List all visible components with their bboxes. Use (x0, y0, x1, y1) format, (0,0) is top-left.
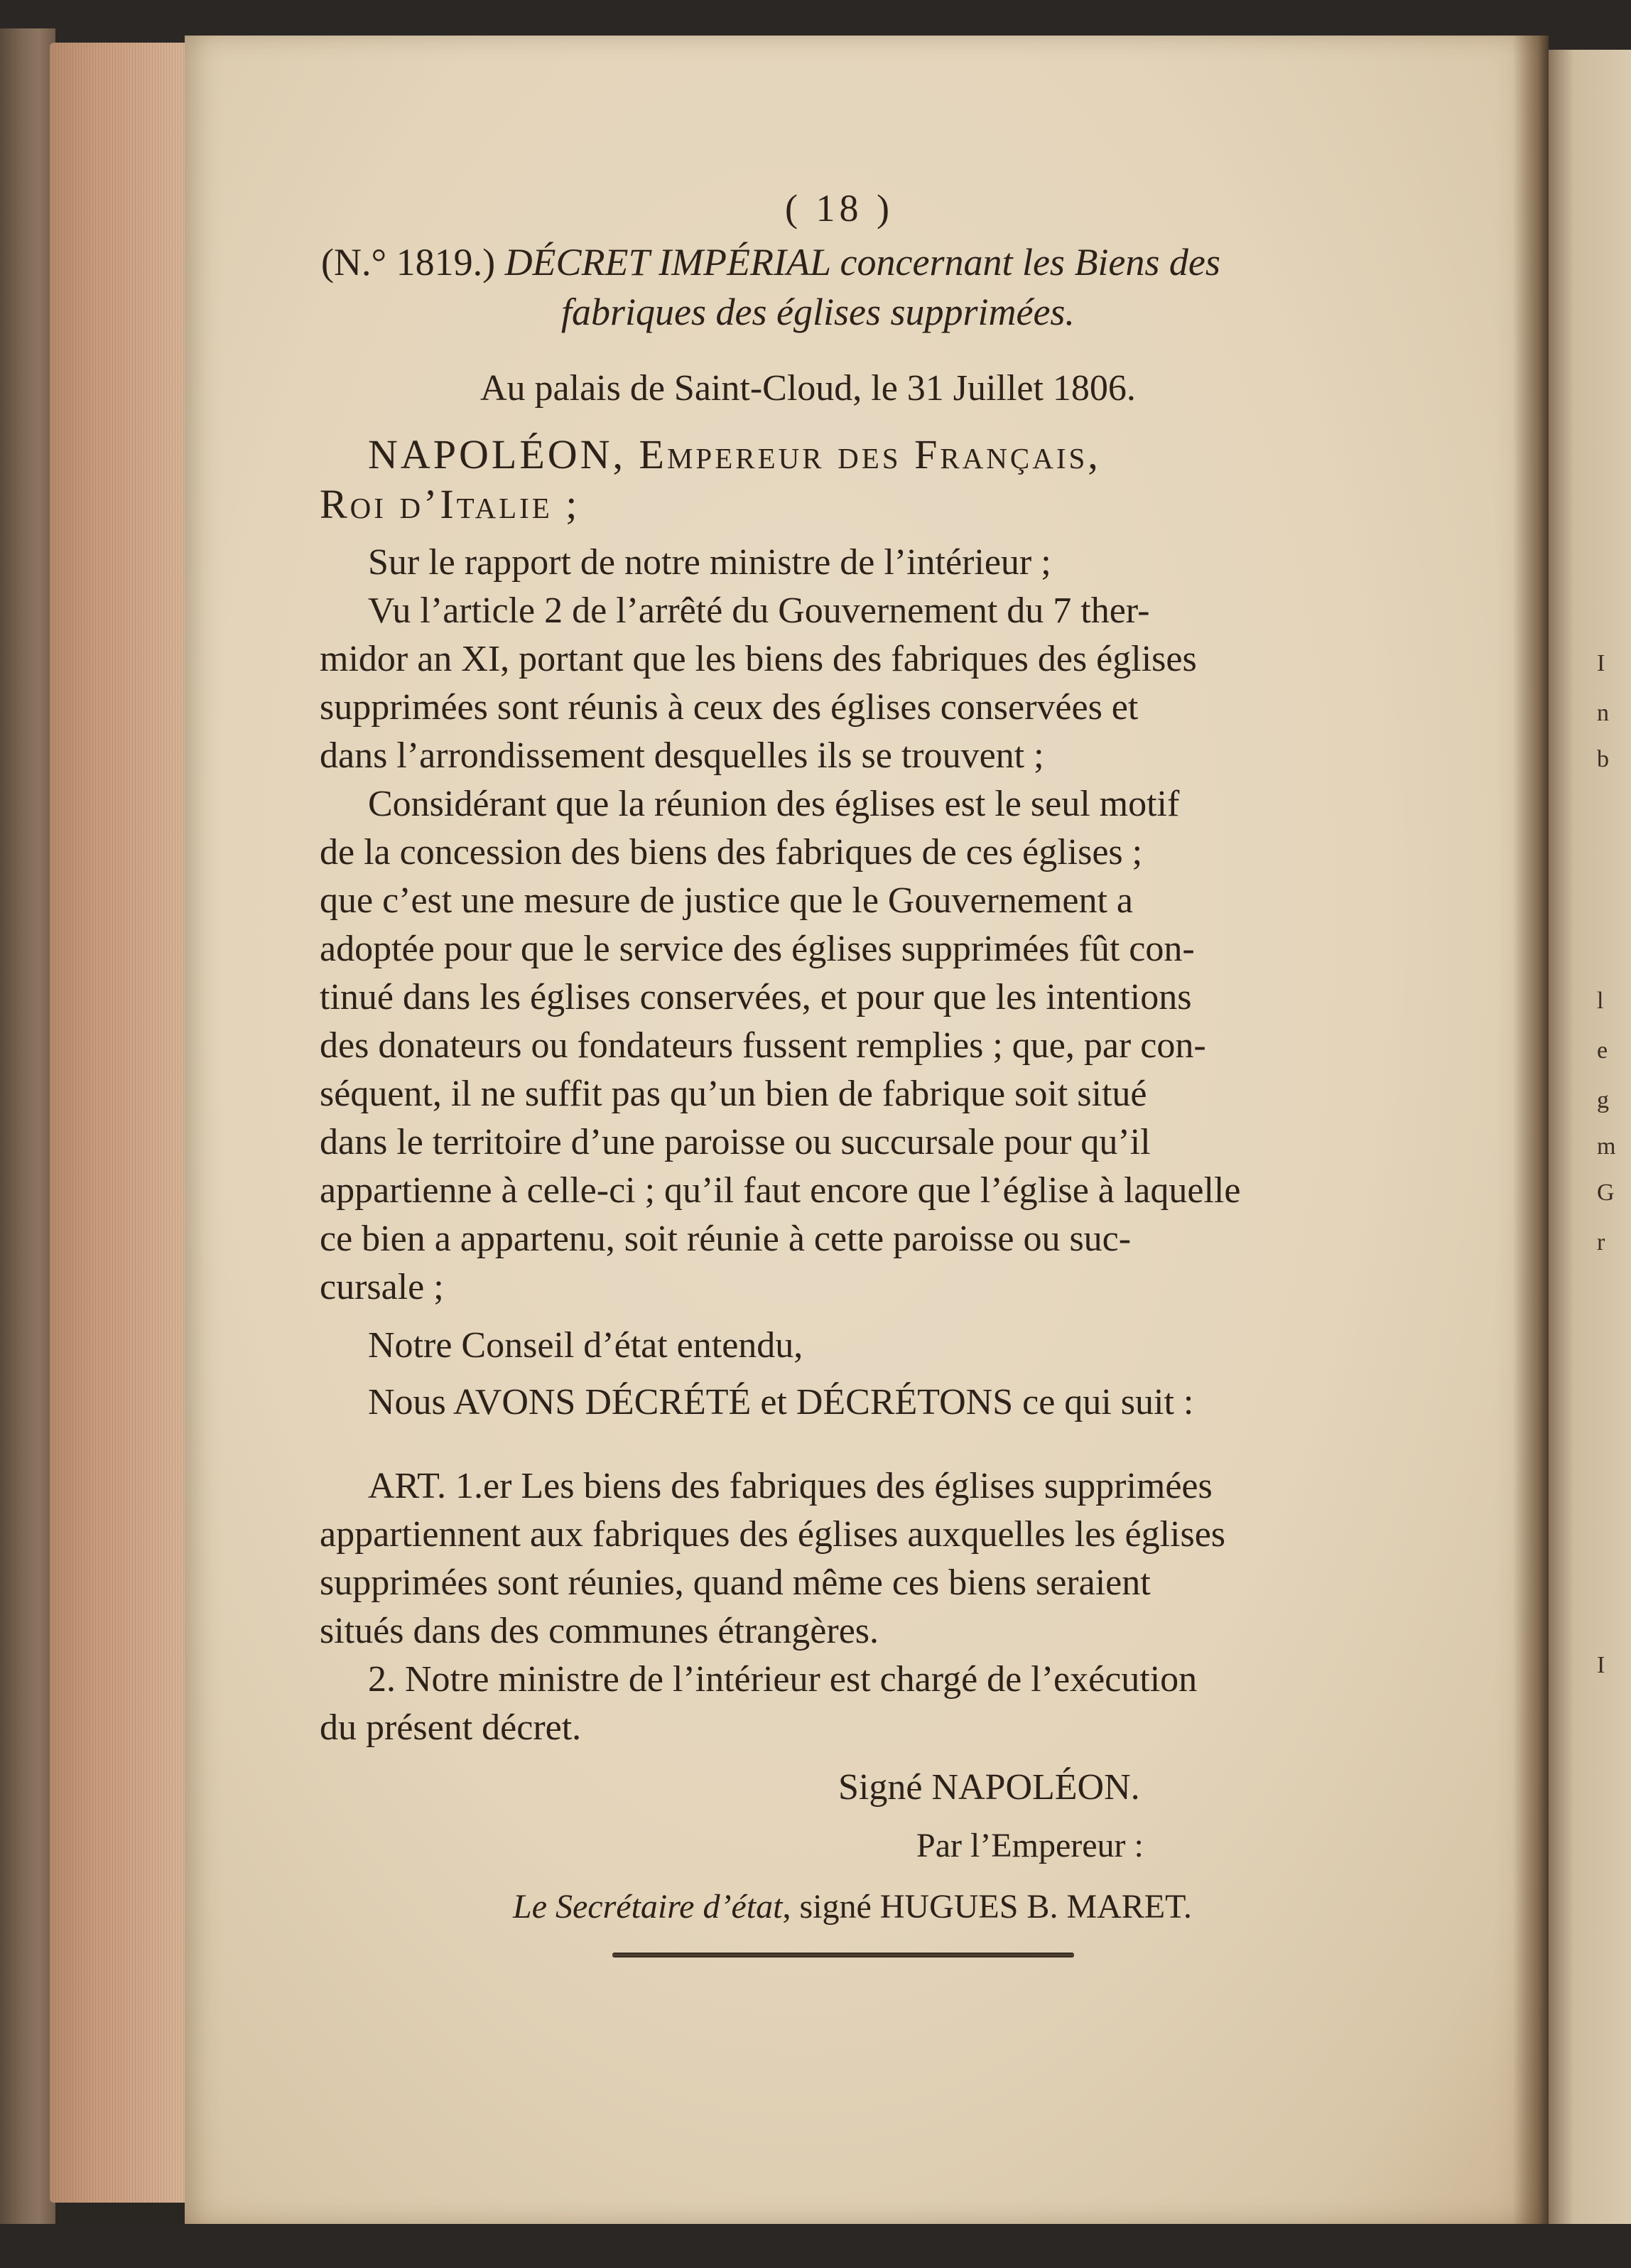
considerant-line: dans le territoire d’une paroisse ou succursale pour qu’il (320, 1122, 1151, 1162)
page-edges-stack (50, 43, 199, 2203)
article-line: supprimées sont réunies, quand même ces biens seraient (320, 1562, 1151, 1603)
closing-rule (612, 1953, 1074, 1958)
facing-page-edge (1549, 50, 1631, 2224)
article-line: appartiennent aux fabriques des églises auxquelles les églises (320, 1514, 1226, 1555)
considerant-line: tinué dans les églises conservées, et pour que les intentions (320, 977, 1192, 1017)
decree-title-part1: DÉCRET IMPÉRIAL concernant les Biens des (504, 241, 1220, 284)
facing-page-glyph: l (1597, 988, 1604, 1014)
dateline: Au palais de Saint-Cloud, le 31 Juillet 1806. (480, 368, 1136, 409)
enacting-clause: Nous AVONS DÉCRÉTÉ et DÉCRÉTONS ce qui suit : (368, 1382, 1194, 1422)
article-line: situés dans des communes étrangères. (320, 1611, 879, 1651)
scan-background-bottom (0, 2224, 1631, 2268)
considerant-line: des donateurs ou fondateurs fussent remplies ; que, par con- (320, 1025, 1206, 1066)
facing-page-glyph: I (1597, 650, 1605, 676)
decree-heading-line1 (321, 240, 1220, 284)
facing-page-glyph: G (1597, 1179, 1615, 1206)
considerant-line: adoptée pour que le service des églises supprimées fût con- (320, 929, 1195, 969)
considerant-line: Considérant que la réunion des églises est le seul motif (368, 784, 1180, 824)
preamble-emperor: NAPOLÉON, Empereur des Français, (368, 431, 1101, 477)
facing-page-glyph: e (1597, 1037, 1608, 1064)
facing-page-glyph: m (1597, 1133, 1616, 1160)
considerant-line: dans l’arrondissement desquelles ils se trouvent ; (320, 735, 1044, 776)
considerant-line: ce bien a appartenu, soit réunie à cette paroisse ou suc- (320, 1219, 1132, 1259)
considerant-line: appartienne à celle-ci ; qu’il faut encore que l’église à laquelle (320, 1170, 1241, 1211)
signature-napoleon: Signé NAPOLÉON. (838, 1767, 1140, 1808)
decree-number: (N.° 1819.) (321, 241, 496, 284)
secretary-signed: , signé HUGUES B. MARET. (782, 1888, 1192, 1926)
secretary-title: Le Secrétaire d’état (513, 1888, 783, 1926)
facing-page-glyph: I (1597, 1652, 1605, 1678)
preamble-king: Roi d’Italie ; (320, 481, 580, 527)
page-number: ( 18 ) (785, 187, 894, 230)
book-cover-edge (0, 28, 55, 2238)
facing-page-glyph: n (1597, 700, 1609, 726)
facing-page-glyph: g (1597, 1087, 1609, 1113)
considerant-line: midor an XI, portant que les biens des fabriques des églises (320, 639, 1197, 679)
article-line: ART. 1.er Les biens des fabriques des églises supprimées (368, 1466, 1213, 1506)
book-gutter (1513, 36, 1549, 2224)
facing-page-glyph: r (1597, 1229, 1605, 1256)
considerant-line: Sur le rapport de notre ministre de l’intérieur ; (368, 542, 1051, 583)
article-line: 2. Notre ministre de l’intérieur est chargé de l’exécution (368, 1659, 1198, 1700)
considerant-line: de la concession des biens des fabriques de ces églises ; (320, 832, 1143, 873)
considerant-line: séquent, il ne suffit pas qu’un bien de fabrique soit situé (320, 1074, 1147, 1114)
article-line: du présent décret. (320, 1707, 582, 1748)
council-heard: Notre Conseil d’état entendu, (368, 1325, 803, 1366)
signature-by-emperor: Par l’Empereur : (916, 1827, 1144, 1864)
considerant-line: cursale ; (320, 1267, 444, 1307)
considerant-line: Vu l’article 2 de l’arrêté du Gouvernement du 7 ther- (368, 590, 1150, 631)
decree-title-line2: fabriques des églises supprimées. (561, 291, 1075, 333)
considerant-line: que c’est une mesure de justice que le Gouvernement a (320, 880, 1133, 921)
signature-secretary (513, 1887, 1192, 1926)
considerant-line: supprimées sont réunis à ceux des églises conservées et (320, 687, 1139, 728)
facing-page-glyph: b (1597, 746, 1609, 772)
